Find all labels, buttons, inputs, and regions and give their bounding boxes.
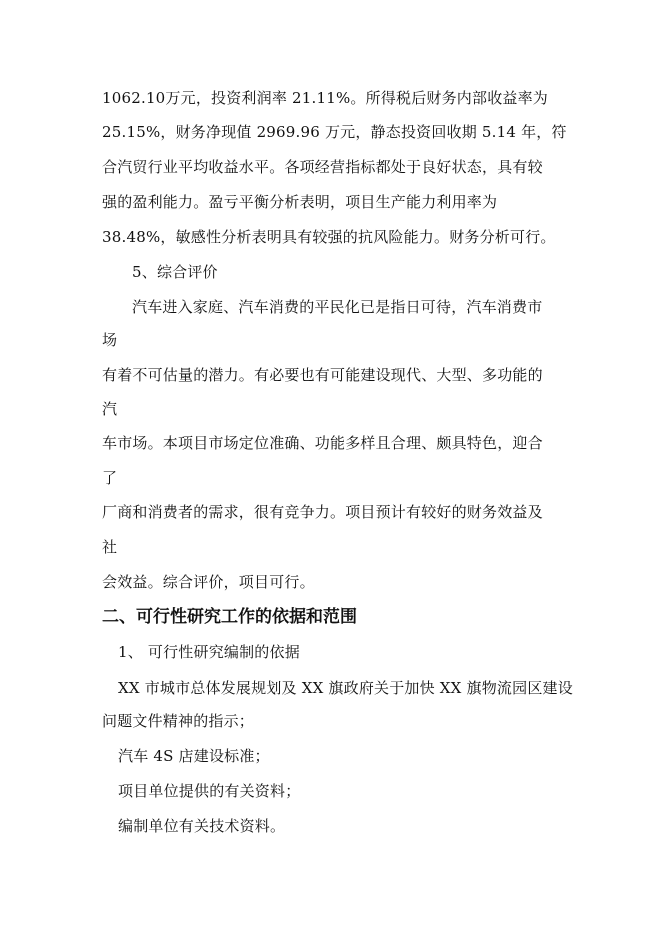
subsection-1-title: 1、 可行性研究编制的依据 — [118, 643, 300, 661]
evaluation-line-1: 汽车进入家庭、汽车消费的平民化已是指日可待，汽车消费市 — [132, 298, 543, 316]
finance-line-3: 合汽贸行业平均收益水平。各项经营指标都处于良好状态，具有较 — [102, 158, 543, 176]
evaluation-line-8: 社 — [102, 538, 118, 556]
basis-item-4: 编制单位有关技术资料。 — [118, 817, 286, 835]
finance-line-4: 强的盈利能力。盈亏平衡分析表明，项目生产能力利用率为 — [102, 193, 498, 211]
chapter-2-heading: 二、可行性研究工作的依据和范围 — [102, 607, 357, 627]
evaluation-line-5: 车市场。本项目市场定位准确、功能多样且合理、颇具特色，迎合 — [102, 434, 543, 452]
evaluation-line-9: 会效益。综合评价，项目可行。 — [102, 573, 315, 591]
evaluation-line-2: 场 — [102, 331, 118, 349]
basis-item-2: 汽车 4S 店建设标准； — [118, 747, 270, 765]
finance-line-1: 1062.10万元，投资利润率 21.11%。所得税后财务内部收益率为 — [102, 89, 548, 107]
basis-item-1-line-1: XX 市城市总体发展规划及 XX 旗政府关于加快 XX 旗物流园区建设 — [118, 679, 573, 697]
evaluation-line-3: 有着不可估量的潜力。有必要也有可能建设现代、大型、多功能的 — [102, 366, 543, 384]
basis-item-3: 项目单位提供的有关资料； — [118, 782, 301, 800]
basis-item-1-line-2: 问题文件精神的指示； — [102, 712, 255, 730]
evaluation-line-4: 汽 — [102, 400, 118, 418]
finance-line-2: 25.15%，财务净现值 2969.96 万元，静态投资回收期 5.14 年，符 — [102, 123, 567, 141]
evaluation-line-7: 厂商和消费者的需求，很有竞争力。项目预计有较好的财务效益及 — [102, 503, 543, 521]
evaluation-line-6: 了 — [102, 469, 118, 487]
section-5-title: 5、综合评价 — [132, 263, 218, 281]
finance-line-5: 38.48%，敏感性分析表明具有较强的抗风险能力。财务分析可行。 — [102, 228, 556, 246]
